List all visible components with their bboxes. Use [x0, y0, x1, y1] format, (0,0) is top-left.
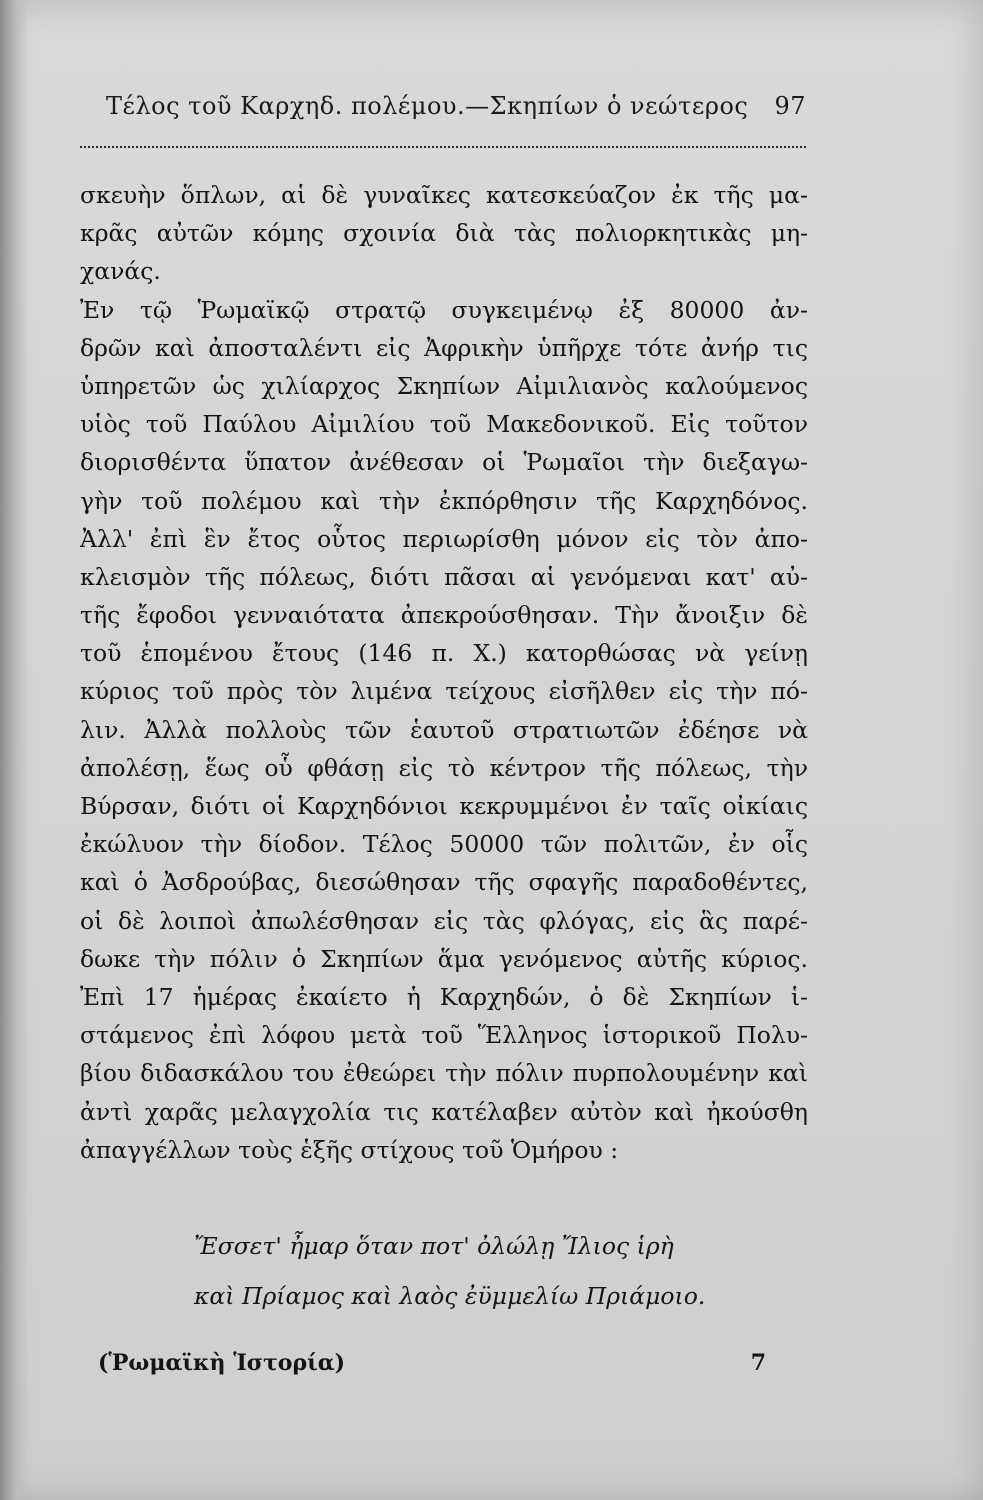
text-line: ἀπαγγέλλων τοὺς ἑξῆς στίχους τοῦ Ὁμήρου :: [80, 1135, 619, 1164]
verse-line: καὶ Πρίαμος καὶ λαὸς ἐϋμμελίω Πριάμοιο.: [194, 1282, 706, 1310]
text-line: υἱὸς τοῦ Παύλου Αἰμιλίου τοῦ Μακεδονικοῦ. Εἰς τοῦτον: [80, 410, 808, 439]
text-line: καὶ ὁ Ἀσδρούβας, διεσώθησαν τῆς σφαγῆς παραδοθέντες,: [80, 868, 808, 897]
text-line: τῆς ἔφοδοι γενναιότατα ἀπεκρούσθησαν. Τὴν ἄνοιξιν δὲ: [80, 601, 808, 630]
text-line: ἐκώλυον τὴν δίοδον. Τέλος 50000 τῶν πολιτῶν, ἐν οἷς: [80, 830, 808, 859]
text-line: τοῦ ἑπομένου ἔτους (146 π. Χ.) κατορθώσας νὰ γείνῃ: [80, 639, 808, 668]
text-line: δρῶν καὶ ἀποσταλέντι εἰς Ἀφρικὴν ὑπῆρχε τότε ἀνήρ τις: [80, 333, 808, 362]
page-spine-shadow: [0, 0, 28, 1500]
text-line: λιν. Ἀλλὰ πολλοὺς τῶν ἑαυτοῦ στρατιωτῶν ἐδέησε νὰ: [80, 715, 808, 744]
text-line: κλεισμὸν τῆς πόλεως, διότι πᾶσαι αἱ γενόμεναι κατ' αὐ-: [80, 562, 808, 591]
running-header: [106, 92, 806, 120]
text-line: ἀπολέσῃ, ἕως οὗ φθάσῃ εἰς τὸ κέντρον τῆς πόλεως, τὴν: [80, 753, 808, 782]
text-line: Ἐν τῷ Ῥωμαϊκῷ στρατῷ συγκειμένῳ ἐξ 80000 ἀν-: [80, 295, 808, 324]
header-divider: [80, 146, 806, 148]
text-line: δωκε τὴν πόλιν ὁ Σκηπίων ἅμα γενόμενος αὐτῆς κύριος.: [80, 944, 808, 973]
text-line: σκευὴν ὅπλων, αἱ δὲ γυναῖκες κατεσκεύαζον ἐκ τῆς μα-: [80, 181, 808, 209]
text-line: Βύρσαν, διότι οἱ Καρχηδόνιοι κεκρυμμένοι ἐν ταῖς οἰκίαις: [80, 792, 808, 820]
text-line: βίου διδασκάλου του ἐθεώρει τὴν πόλιν πυρπολουμένην καὶ: [80, 1059, 808, 1088]
text-line: Ἀλλ' ἐπὶ ἓν ἔτος οὗτος περιωρίσθη μόνον εἰς τὸν ἀπο-: [80, 524, 808, 553]
book-title: (Ῥωμαϊκὴ Ἱστορία): [98, 1350, 346, 1376]
text-line: Ἐπὶ 17 ἡμέρας ἐκαίετο ἡ Καρχηδών, ὁ δὲ Σκηπίων ἱ-: [80, 982, 808, 1011]
text-line: στάμενος ἐπὶ λόφου μετὰ τοῦ Ἕλληνος ἱστορικοῦ Πολυ-: [80, 1021, 808, 1050]
text-line: διορισθέντα ὕπατον ἀνέθεσαν οἱ Ῥωμαῖοι τὴν διεξαγω-: [80, 448, 808, 477]
verse-line: Ἔσσετ' ἦμαρ ὅταν ποτ' ὀλώλῃ Ἴλιος ἱρὴ: [194, 1232, 674, 1260]
text-line: οἱ δὲ λοιποὶ ἀπωλέσθησαν εἰς τὰς φλόγας, εἰς ἃς παρέ-: [80, 906, 808, 935]
text-line: κύριος τοῦ πρὸς τὸν λιμένα τείχους εἰσῆλθεν εἰς τὴν πό-: [80, 677, 808, 706]
page-footer: [98, 1350, 766, 1376]
running-title: Τέλος τοῦ Καρχηδ. πολέμου.—Σκηπίων ὁ νεώτερος: [106, 92, 749, 120]
text-line: γὴν τοῦ πολέμου καὶ τὴν ἐκπόρθησιν τῆς Καρχηδόνος.: [80, 486, 808, 515]
text-line: χανάς.: [80, 257, 161, 286]
text-line: ἀντὶ χαρᾶς μελαγχολία τις κατέλαβεν αὐτὸν καὶ ἠκούσθη: [80, 1097, 808, 1126]
signature-mark: 7: [750, 1350, 766, 1376]
body-text: [80, 176, 808, 1169]
text-line: κρᾶς αὐτῶν κόμης σχοινία διὰ τὰς πολιορκητικὰς μη-: [80, 219, 808, 248]
text-line: ὑπηρετῶν ὡς χιλίαρχος Σκηπίων Αἰμιλιανὸς καλούμενος: [80, 371, 808, 400]
page-number: 97: [774, 92, 806, 120]
